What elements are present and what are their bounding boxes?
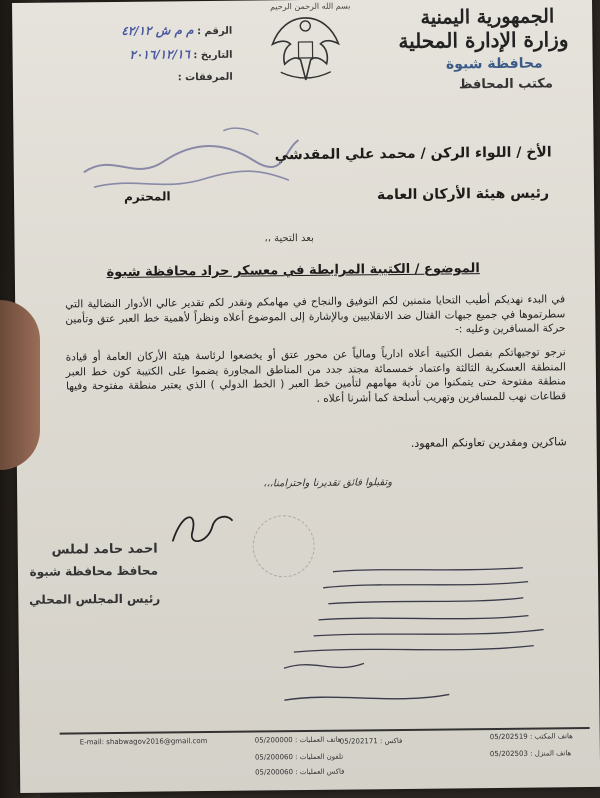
date-label: التاريخ: [200, 49, 233, 62]
addressee-line-2: رئيس هيئة الأركان العامة: [376, 185, 550, 204]
thanks-line: شاكرين ومقدرين تعاونكم المعهود.: [410, 435, 567, 450]
signatory-role: رئيس المجلس المحلي: [29, 591, 161, 607]
bismillah: بسم الله الرحمن الرحيم: [270, 1, 351, 12]
header-republic: الجمهورية اليمنية: [420, 5, 555, 29]
signature-mark-icon: [167, 506, 237, 552]
footer-ops-tel-2: تلفون العمليات : 05/200060: [254, 752, 344, 762]
ref-value: م م ش ٤٢/١٢: [121, 23, 194, 38]
signatory-title: محافظ محافظة شبوة: [29, 563, 159, 579]
footer-ops-fax: فاكس العمليات : 05/200060: [255, 767, 345, 777]
attachments-label: المرفقات: [185, 71, 233, 84]
handwritten-scribble-annotation: [73, 120, 304, 202]
footer-ops-tel: هاتف العمليات : 05/200000: [254, 735, 342, 745]
handwritten-marginal-note: [273, 557, 575, 725]
addressee-honorific: المحترم: [123, 189, 171, 204]
date-value: ٢٠١٦/١٢/١٦: [129, 47, 190, 62]
subject-line: الموضوع / الكتيبة المرابطة في معسكر حراد محافظة شبوة: [106, 261, 480, 281]
footer-office-tel: هاتف المكتب : 05/202519: [489, 732, 573, 742]
reference-block: الرقم : م م ش ٤٢/١٢ التاريخ : ٢٠١٦/١٢/١٦ المرفقات :: [121, 23, 233, 84]
signatory-name: احمد حامد لملس: [51, 541, 158, 558]
yemen-eagle-emblem-icon: [260, 3, 351, 86]
letter-page: [12, 0, 600, 793]
addressee-line-1: الأخ / اللواء الركن / محمد علي المقدشي: [274, 144, 552, 164]
header-ministry: وزارة الإدارة المحلية: [398, 27, 569, 53]
header-governorate: محافظة شبوة: [445, 55, 543, 73]
body-paragraph-2: نرجو توجيهاتكم بفصل الكتيبة أعلاه ادارياً ومالياً عن محور عتق أو يخضعوا لرئاسة هيئة الأركان العامة أو قيادة المنطقة العسكرية الثالثة واعتماد خمسمائة مجند جدد من المناطق المجاورة يضموا على الكتيبة كون خط العبر منطقة مفتوحة حتى يتمكنوا من تأدية مهامهم لتأمين خط العبر ( الخط الدولي ) الذي يعتبر منطقة مفتوحة وفيها قطاعات نهب للمسافرين وتهريب أسلحة كما أشرنا أعلاه .: [65, 346, 567, 405]
body-paragraph-1: في البدء نهديكم أطيب التحايا متمنين لكم التوفيق والنجاح في مهامكم ونقدر لكم تقدير عالي الأدوار النضالية التي سطرتموها في جميع جبهات القتال ضد الانقلابيين وبالإشارة إلى الموضوع أعلاه ونظراً لأهمية خط العبر عتق وتأمين حركة المسافرين وعليه :-: [65, 293, 566, 336]
thumb-holding-page: [0, 300, 40, 470]
ref-label: الرقم: [204, 25, 233, 38]
footer-fax: فاكس : 05/202171: [339, 736, 403, 746]
header-office: مكتب المحافظ: [458, 76, 553, 93]
footer-home-tel: هاتف المنزل : 05/202503: [489, 749, 572, 759]
closing-line: وتقبلوا فائق تقديرنا واحترامنا،،،: [263, 477, 393, 490]
footer-email: E-mail: shabwagov2016@gmail.com: [79, 737, 208, 747]
greeting: بعد التحية ،،: [264, 232, 314, 245]
